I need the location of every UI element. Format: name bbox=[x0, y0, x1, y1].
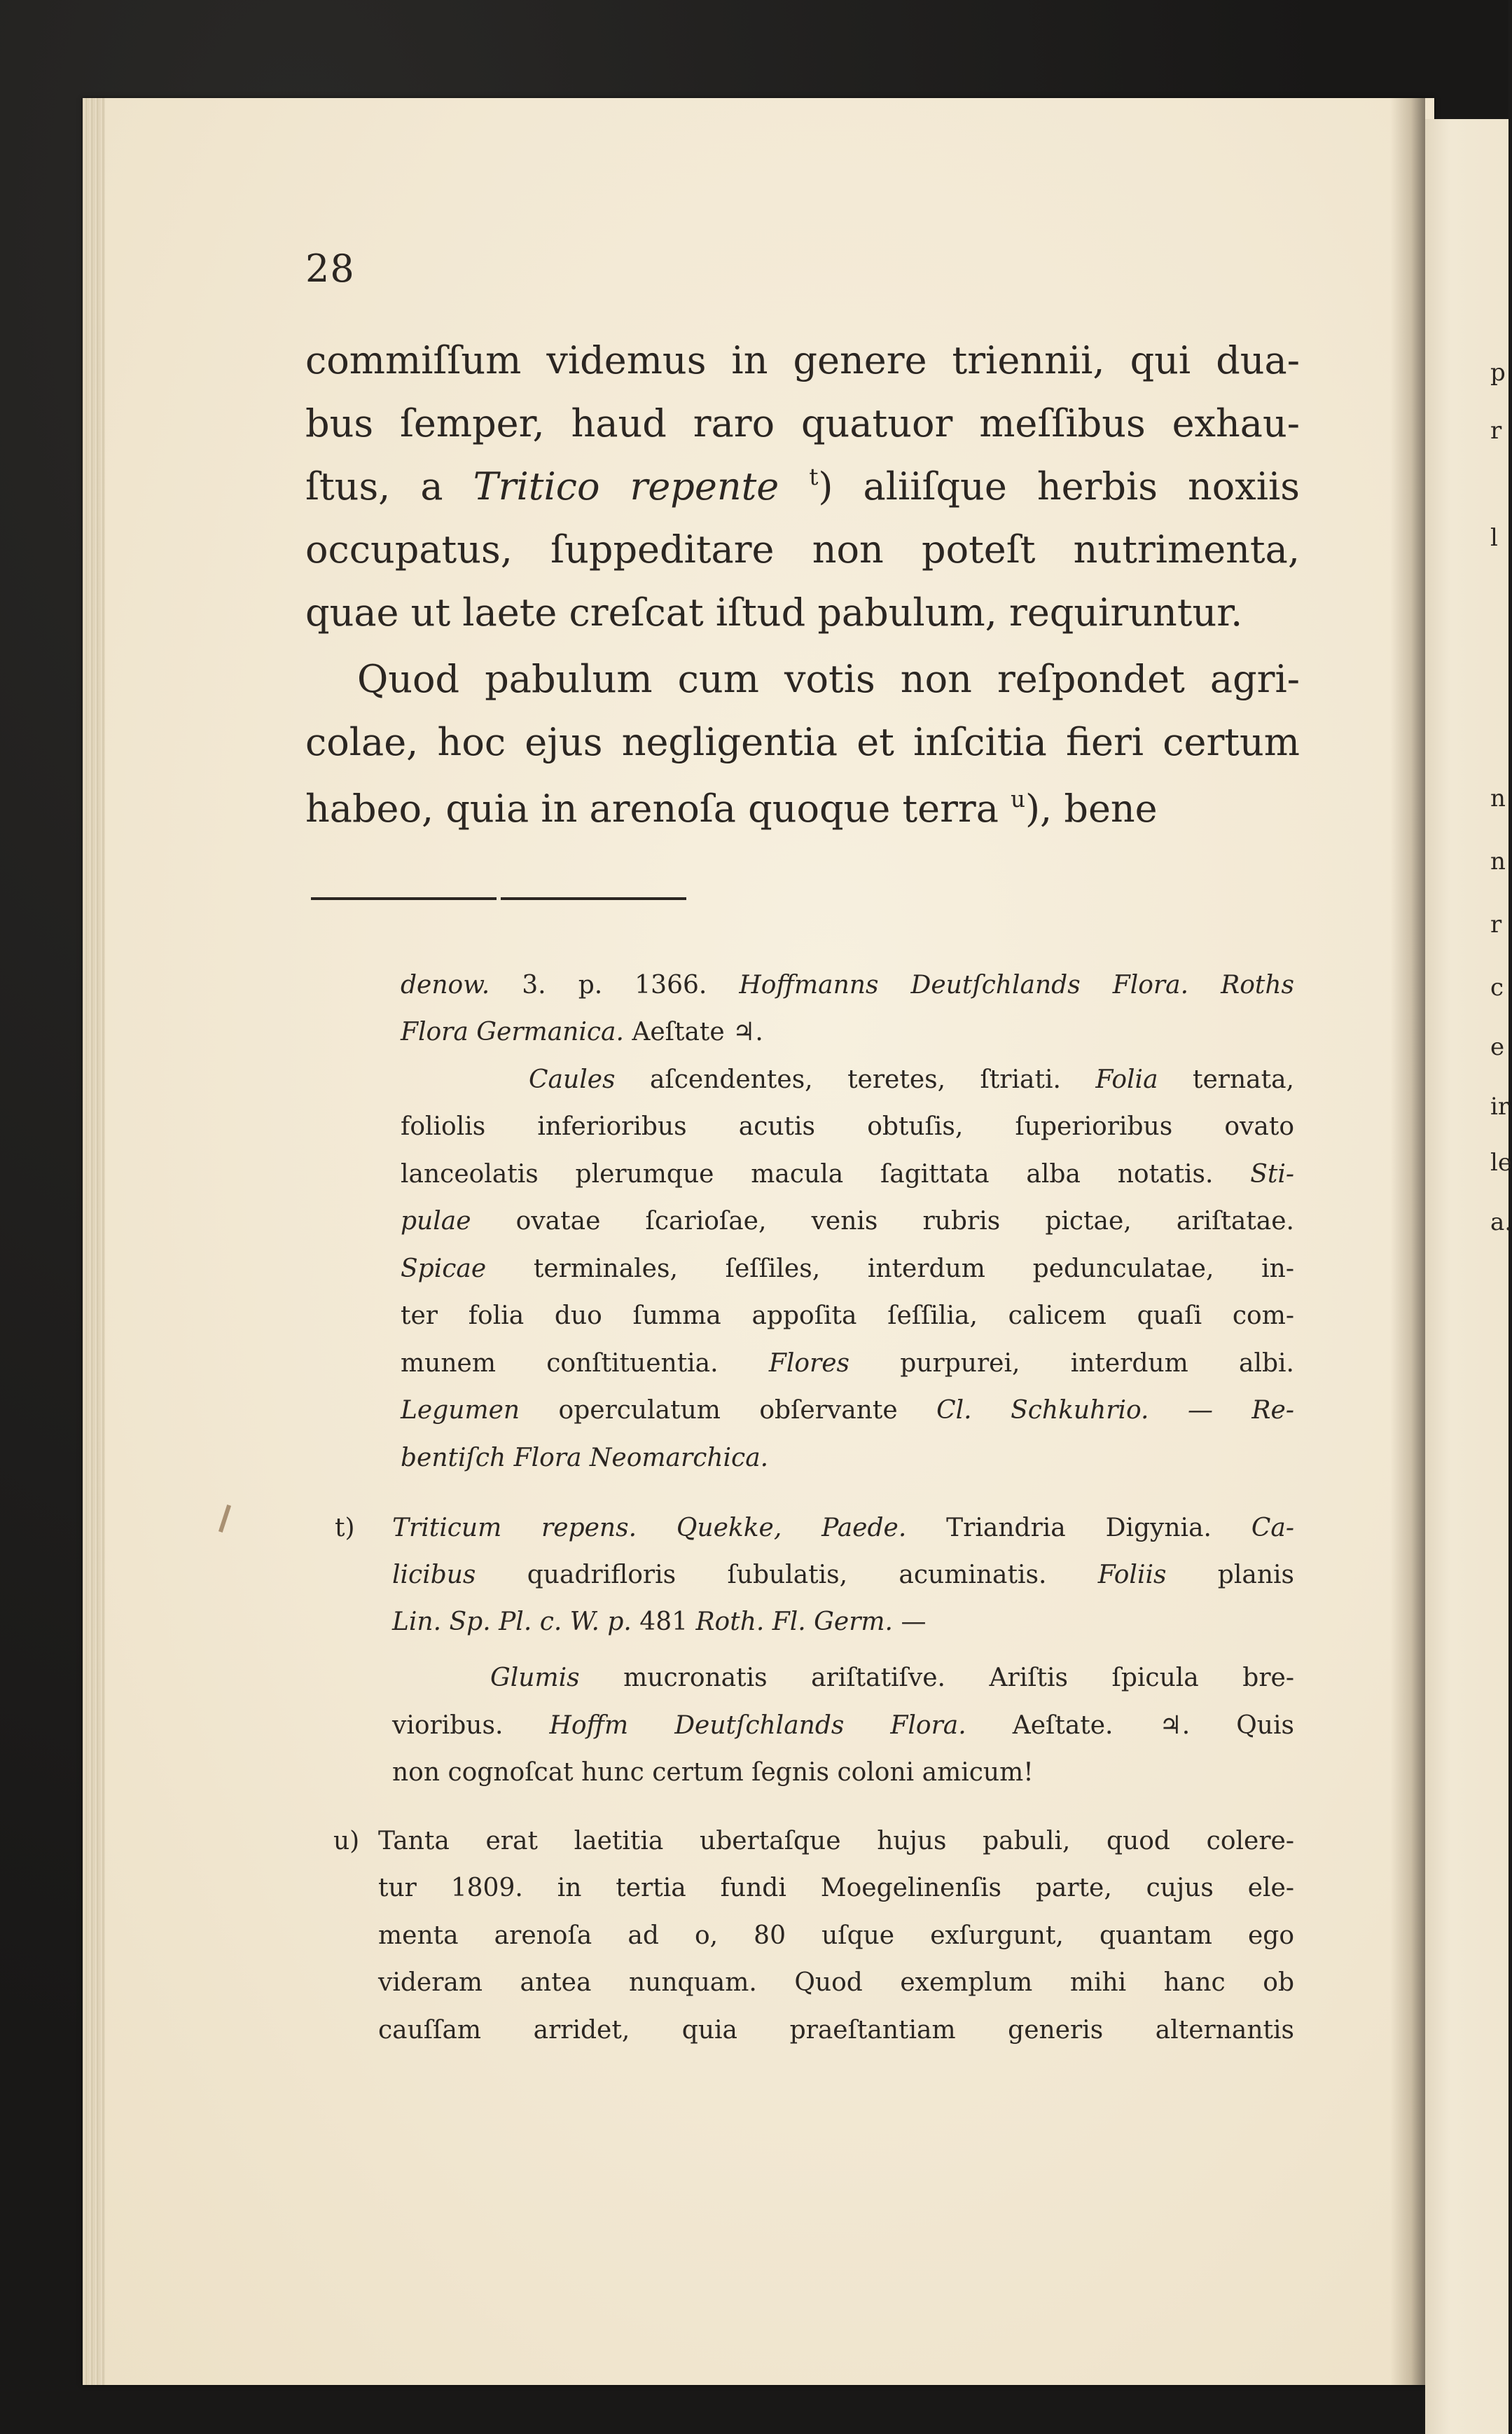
main-text-line: Quod pabulum cum votis non reſpondet agri- bbox=[357, 657, 1300, 701]
footnote-reference: u bbox=[1011, 785, 1025, 813]
footnote-t-line: non cognoſcat hunc certum ſegnis coloni amicum! bbox=[392, 1758, 1034, 1787]
footnote-t-line: Triticum repens. Quekke, Paede. Triandria Digynia. Ca- bbox=[392, 1514, 1294, 1542]
main-text-line: quae ut laete creſcat iſtud pabulum, requiruntur. bbox=[305, 590, 1243, 635]
italic-segment: denow. bbox=[401, 971, 522, 1000]
facing-page-fragment: n bbox=[1490, 784, 1506, 813]
italic-segment: Legumen bbox=[401, 1396, 520, 1425]
main-text-line: occupatus, ſuppeditare non poteſt nutrimenta, bbox=[305, 527, 1300, 572]
footnote-continued-line bbox=[401, 1434, 1294, 1481]
italic-segment: pulae bbox=[401, 1207, 471, 1236]
facing-page bbox=[1425, 119, 1512, 2434]
italic-segment: Hoffmanns Deutſchlands Flora. Roths bbox=[739, 971, 1295, 1000]
facing-page-fragment: le bbox=[1490, 1149, 1512, 1177]
italic-segment: Lin. Sp. Pl. c. W. p. bbox=[392, 1607, 632, 1636]
footnote-reference: t bbox=[809, 463, 819, 490]
footnote-continued-line: lanceolatis plerumque macula ſagittata alba notatis. Sti- bbox=[401, 1160, 1294, 1189]
footnote-u-line: cauſſam arridet, quia praeſtantiam generis alternantis bbox=[378, 2016, 1294, 2045]
main-text-line: bus ſemper, haud raro quatuor meſſibus exhau- bbox=[305, 401, 1300, 445]
footnote-continued-line: ter folia duo ſumma appoſita ſeſſilia, calicem quaſi com- bbox=[401, 1301, 1294, 1330]
footnote-u-mark: u) bbox=[333, 1827, 360, 1855]
footnote-continued-line: Spicae terminales, ſeſſiles, interdum pedunculatae, in- bbox=[401, 1254, 1294, 1283]
italic-segment: Hoffm Deutſchlands Flora. bbox=[549, 1711, 966, 1740]
main-text-line: ſtus, a Tritico repente $^t$) aliiſque herbis noxiis bbox=[305, 463, 1300, 509]
footnote-t-line: Glumis mucronatis ariſtatiſve. Ariſtis ſpicula bre- bbox=[490, 1664, 1294, 1692]
italic-segment: licibus bbox=[392, 1561, 476, 1589]
italic-segment: Folia bbox=[1095, 1065, 1158, 1094]
italic-segment: Roth. Fl. Germ. bbox=[695, 1607, 894, 1636]
facing-page-fragment: l bbox=[1490, 524, 1498, 552]
italic-segment: Flores bbox=[768, 1349, 850, 1378]
footnote-u-line: videram antea nunquam. Quod exemplum mihi hanc ob bbox=[378, 1968, 1294, 1997]
footnote-continued-line: denow. 3. p. 1366. Hoffmanns Deutſchlands Flora. Roths bbox=[401, 971, 1295, 1000]
facing-page-fragment: r bbox=[1490, 417, 1502, 445]
footnote-continued-line: munem conſtituentia. Flores purpurei, interdum albi. bbox=[401, 1349, 1294, 1378]
book-gutter bbox=[1390, 98, 1425, 2385]
italic-segment: Flora Germanica. bbox=[401, 1018, 624, 1046]
page-number: 28 bbox=[305, 247, 355, 291]
main-text-line: commiſſum videmus in genere triennii, qui dua- bbox=[305, 338, 1300, 382]
footnote-rule-left bbox=[311, 897, 497, 900]
main-text-line: habeo, quia in arenoſa quoque terra $^u$), bene bbox=[305, 785, 1158, 831]
footnote-u-line: tur 1809. in tertia fundi Moegelinenſis parte, cujus ele- bbox=[378, 1874, 1294, 1902]
footnote-continued-line: Legumen operculatum obſervante Cl. Schkuhrio. — Re- bbox=[401, 1396, 1294, 1425]
italic-segment: Caules bbox=[529, 1065, 616, 1094]
italic-segment: Glumis bbox=[490, 1664, 580, 1692]
facing-page-fragment: n bbox=[1490, 848, 1506, 876]
main-text-line: colae, hoc ejus negligentia et inſcitia fieri certum bbox=[305, 720, 1300, 764]
italic-segment: Triticum repens. Quekke, Paede. bbox=[392, 1514, 907, 1542]
footnote-u-line: Tanta erat laetitia ubertaſque hujus pabuli, quod colere- bbox=[378, 1827, 1294, 1855]
footnote-t-line: vioribus. Hoffm Deutſchlands Flora. Aeſtate. ♃. Quis bbox=[392, 1711, 1294, 1740]
italic-term: Tritico repente bbox=[473, 464, 779, 509]
italic-segment: Cl. Schkuhrio. — Re- bbox=[936, 1396, 1294, 1425]
footnote-continued-line: Caules aſcendentes, teretes, ſtriati. Folia ternata, bbox=[529, 1065, 1295, 1094]
facing-page-fragment: c bbox=[1490, 974, 1504, 1002]
italic-segment: Sti- bbox=[1250, 1160, 1294, 1189]
facing-page-fragment: a. bbox=[1490, 1208, 1512, 1236]
footnote-continued-line: Flora Germanica. Aeſtate ♃. bbox=[401, 1018, 763, 1046]
facing-page-fragment: r bbox=[1490, 911, 1502, 939]
italic-segment: bentiſch Flora Neomarchica. bbox=[401, 1444, 769, 1472]
italic-segment: Ca- bbox=[1251, 1514, 1294, 1542]
footnote-t-line: Lin. Sp. Pl. c. W. p. 481 Roth. Fl. Germ. — bbox=[392, 1607, 927, 1636]
italic-segment: Spicae bbox=[401, 1254, 487, 1283]
footnote-rule-right bbox=[501, 897, 686, 900]
footnote-continued-line: pulae ovatae ſcarioſae, venis rubris pictae, ariſtatae. bbox=[401, 1207, 1294, 1236]
facing-page-fragment: e bbox=[1490, 1033, 1505, 1061]
facing-page-fragment: ir bbox=[1490, 1093, 1510, 1121]
page-edges bbox=[83, 98, 105, 2385]
italic-segment: Foliis bbox=[1097, 1561, 1167, 1589]
facing-page-fragment: p bbox=[1490, 359, 1506, 387]
footnote-t-mark: t) bbox=[335, 1514, 355, 1542]
footnote-t-line: licibus quadrifloris ſubulatis, acuminatis. Foliis planis bbox=[392, 1561, 1294, 1589]
footnote-u-line: menta arenoſa ad o, 80 uſque exſurgunt, quantam ego bbox=[378, 1921, 1294, 1950]
footnote-continued-line: foliolis inferioribus acutis obtuſis, ſuperioribus ovato bbox=[401, 1112, 1294, 1141]
